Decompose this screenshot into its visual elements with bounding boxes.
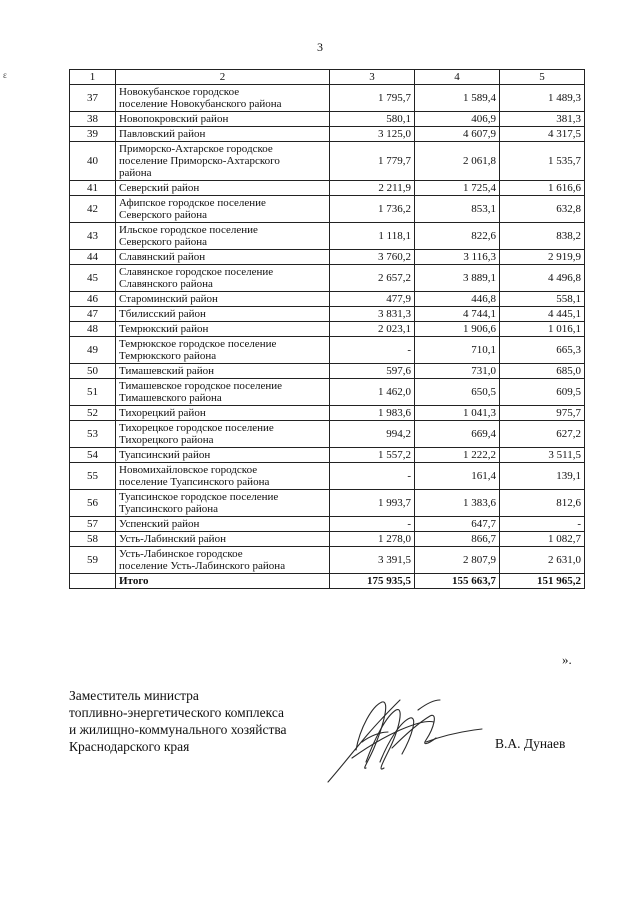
name-line: Ильское городское поселение <box>119 224 258 236</box>
municipality-name-cell <box>116 532 330 547</box>
municipality-name-cell <box>116 364 330 379</box>
total-row <box>70 574 585 589</box>
municipality-name-cell <box>116 250 330 265</box>
row-number-cell: 43 <box>70 223 116 250</box>
value-col3-cell: 3 125,0 <box>330 127 415 142</box>
name-line: Славянского района <box>119 278 213 290</box>
municipality-name-cell <box>116 406 330 421</box>
table-row <box>70 250 585 265</box>
municipality-name-cell <box>116 85 330 112</box>
name-line: Новопокровский район <box>119 113 229 125</box>
name-line: Новокубанское городское <box>119 86 240 98</box>
value-col5-cell: 609,5 <box>500 379 585 406</box>
row-number-cell: 40 <box>70 142 116 181</box>
value-col3-cell: 3 831,3 <box>330 307 415 322</box>
table-row <box>70 448 585 463</box>
signer-name: В.А. Дунаев <box>495 736 566 751</box>
row-number-cell: 52 <box>70 406 116 421</box>
table-row <box>70 112 585 127</box>
value-col3-cell: 3 760,2 <box>330 250 415 265</box>
value-col5-cell: - <box>500 517 585 532</box>
value-col4-cell: 853,1 <box>415 196 500 223</box>
municipality-name-cell <box>116 421 330 448</box>
table-row <box>70 85 585 112</box>
name-line: Новомихайловское городское <box>119 464 258 476</box>
row-number-cell: 37 <box>70 85 116 112</box>
value-col4-cell: 669,4 <box>415 421 500 448</box>
value-col3-cell: 1 736,2 <box>330 196 415 223</box>
municipality-name-cell <box>116 322 330 337</box>
table-row <box>70 196 585 223</box>
name-line: Тбилисский район <box>119 308 206 320</box>
name-line: Славянское городское поселение <box>119 266 274 278</box>
table-row <box>70 322 585 337</box>
value-col4-cell: 1 725,4 <box>415 181 500 196</box>
value-col3-cell: 1 983,6 <box>330 406 415 421</box>
header-cell: 5 <box>500 70 585 85</box>
row-number-cell: 48 <box>70 322 116 337</box>
row-number-cell: 41 <box>70 181 116 196</box>
value-col4-cell: 406,9 <box>415 112 500 127</box>
table-row <box>70 364 585 379</box>
value-col4-cell: 1 041,3 <box>415 406 500 421</box>
name-line: поселение Усть-Лабинского района <box>119 560 286 572</box>
table-row <box>70 421 585 448</box>
header-cell: 1 <box>70 70 116 85</box>
table-row <box>70 181 585 196</box>
value-col5-cell: 3 511,5 <box>500 448 585 463</box>
value-col3-cell: - <box>330 517 415 532</box>
value-col5-cell: 812,6 <box>500 490 585 517</box>
table-row <box>70 547 585 574</box>
name-line: Афипское городское поселение <box>119 197 266 209</box>
row-number-cell: 45 <box>70 265 116 292</box>
name-line: Туапсинское городское поселение <box>119 491 279 503</box>
table-row <box>70 490 585 517</box>
value-col3-cell: 2 211,9 <box>330 181 415 196</box>
header-cell: 4 <box>415 70 500 85</box>
table-row <box>70 379 585 406</box>
value-col3-cell: 1 993,7 <box>330 490 415 517</box>
value-col4-cell: 1 383,6 <box>415 490 500 517</box>
municipality-name-cell <box>116 292 330 307</box>
value-col5-cell: 4 445,1 <box>500 307 585 322</box>
value-col3-cell: 1 779,7 <box>330 142 415 181</box>
value-col4-cell: 4 744,1 <box>415 307 500 322</box>
value-col3-cell: 2 023,1 <box>330 322 415 337</box>
table-body <box>70 70 585 589</box>
value-col5-cell: 1 535,7 <box>500 142 585 181</box>
table-row <box>70 127 585 142</box>
row-number-cell: 58 <box>70 532 116 547</box>
table-row <box>70 337 585 364</box>
table-row <box>70 142 585 181</box>
row-number-cell: 38 <box>70 112 116 127</box>
name-line: Северского района <box>119 236 208 248</box>
name-line: Северского района <box>119 209 208 221</box>
value-col4-cell: 1 906,6 <box>415 322 500 337</box>
municipality-name-cell <box>116 448 330 463</box>
value-col4-cell: 446,8 <box>415 292 500 307</box>
total-label-cell: Итого <box>116 574 330 589</box>
value-col5-cell: 1 616,6 <box>500 181 585 196</box>
table-row <box>70 532 585 547</box>
table-row <box>70 517 585 532</box>
total-col4-cell: 155 663,7 <box>415 574 500 589</box>
municipality-name-cell <box>116 196 330 223</box>
municipality-name-cell <box>116 337 330 364</box>
signature-block <box>69 687 287 755</box>
name-line: Тихорецкого района <box>119 434 214 446</box>
value-col4-cell: 710,1 <box>415 337 500 364</box>
signatory-title-line: Заместитель министра <box>69 688 199 703</box>
name-line: района <box>119 167 152 179</box>
name-line: поселение Приморско-Ахтарского <box>119 155 280 167</box>
margin-mark: ɛ <box>3 70 7 80</box>
row-number-cell: 54 <box>70 448 116 463</box>
value-col5-cell: 627,2 <box>500 421 585 448</box>
municipality-name-cell <box>116 490 330 517</box>
value-col3-cell: 994,2 <box>330 421 415 448</box>
value-col5-cell: 1 489,3 <box>500 85 585 112</box>
name-line: поселение Новокубанского района <box>119 98 282 110</box>
municipality-name-cell <box>116 307 330 322</box>
value-col5-cell: 2 631,0 <box>500 547 585 574</box>
data-table <box>69 69 585 589</box>
value-col4-cell: 4 607,9 <box>415 127 500 142</box>
row-number-cell: 47 <box>70 307 116 322</box>
row-number-cell: 55 <box>70 463 116 490</box>
value-col4-cell: 647,7 <box>415 517 500 532</box>
value-col3-cell: 3 391,5 <box>330 547 415 574</box>
value-col3-cell: - <box>330 337 415 364</box>
name-line: Усть-Лабинское городское <box>119 548 243 560</box>
name-line: Тимашевское городское поселение <box>119 380 283 392</box>
municipality-name-cell <box>116 142 330 181</box>
signatory-title-line: и жилищно-коммунального хозяйства <box>69 722 287 737</box>
value-col3-cell: 1 462,0 <box>330 379 415 406</box>
value-col5-cell: 4 496,8 <box>500 265 585 292</box>
table-row <box>70 307 585 322</box>
municipality-name-cell <box>116 181 330 196</box>
value-col5-cell: 632,8 <box>500 196 585 223</box>
value-col4-cell: 731,0 <box>415 364 500 379</box>
signatory-title-line: топливно-энергетического комплекса <box>69 705 285 720</box>
row-number-cell: 53 <box>70 421 116 448</box>
name-line: Тихорецкое городское поселение <box>119 422 274 434</box>
table-row <box>70 223 585 250</box>
name-line: поселение Туапсинского района <box>119 476 270 488</box>
value-col3-cell: 1 278,0 <box>330 532 415 547</box>
total-col5-cell: 151 965,2 <box>500 574 585 589</box>
name-line: Тимашевского района <box>119 392 222 404</box>
name-line: Туапсинского района <box>119 503 218 515</box>
row-number-cell: 59 <box>70 547 116 574</box>
row-number-cell: 51 <box>70 379 116 406</box>
row-number-cell: 39 <box>70 127 116 142</box>
value-col5-cell: 2 919,9 <box>500 250 585 265</box>
value-col5-cell: 558,1 <box>500 292 585 307</box>
name-line: Темрюкский район <box>119 323 209 335</box>
value-col5-cell: 1 016,1 <box>500 322 585 337</box>
value-col5-cell: 381,3 <box>500 112 585 127</box>
header-cell: 3 <box>330 70 415 85</box>
value-col4-cell: 822,6 <box>415 223 500 250</box>
value-col5-cell: 1 082,7 <box>500 532 585 547</box>
handwritten-signature <box>322 688 492 788</box>
table-row <box>70 406 585 421</box>
value-col4-cell: 2 061,8 <box>415 142 500 181</box>
value-col3-cell: 597,6 <box>330 364 415 379</box>
signatory-title-line: Краснодарского края <box>69 739 190 754</box>
value-col3-cell: 1 557,2 <box>330 448 415 463</box>
value-col4-cell: 2 807,9 <box>415 547 500 574</box>
value-col3-cell: 2 657,2 <box>330 265 415 292</box>
name-line: Северский район <box>119 182 200 194</box>
name-line: Павловский район <box>119 128 206 140</box>
value-col3-cell: 1 118,1 <box>330 223 415 250</box>
value-col4-cell: 3 889,1 <box>415 265 500 292</box>
value-col5-cell: 685,0 <box>500 364 585 379</box>
table-row <box>70 463 585 490</box>
value-col5-cell: 4 317,5 <box>500 127 585 142</box>
municipality-name-cell <box>116 379 330 406</box>
value-col4-cell: 866,7 <box>415 532 500 547</box>
value-col5-cell: 139,1 <box>500 463 585 490</box>
page-number: 3 <box>317 40 323 54</box>
row-number-cell: 42 <box>70 196 116 223</box>
municipality-name-cell <box>116 127 330 142</box>
value-col3-cell: 1 795,7 <box>330 85 415 112</box>
municipality-name-cell <box>116 547 330 574</box>
value-col4-cell: 1 589,4 <box>415 85 500 112</box>
name-line: Славянский район <box>119 251 206 263</box>
municipality-name-cell <box>116 265 330 292</box>
row-number-cell: 56 <box>70 490 116 517</box>
value-col5-cell: 838,2 <box>500 223 585 250</box>
municipality-name-cell <box>116 112 330 127</box>
municipality-name-cell <box>116 223 330 250</box>
name-line: Темрюкского района <box>119 350 217 362</box>
name-line: Успенский район <box>119 518 200 530</box>
row-number-cell: 44 <box>70 250 116 265</box>
name-line: Приморско-Ахтарское городское <box>119 143 273 155</box>
total-col3-cell: 175 935,5 <box>330 574 415 589</box>
row-number-cell: 50 <box>70 364 116 379</box>
value-col3-cell: 477,9 <box>330 292 415 307</box>
row-number-cell: 46 <box>70 292 116 307</box>
closing-quote: ». <box>562 652 572 667</box>
row-number-cell: 57 <box>70 517 116 532</box>
table-row <box>70 292 585 307</box>
header-cell: 2 <box>116 70 330 85</box>
value-col3-cell: 580,1 <box>330 112 415 127</box>
value-col4-cell: 3 116,3 <box>415 250 500 265</box>
name-line: Туапсинский район <box>119 449 211 461</box>
name-line: Тимашевский район <box>119 365 214 377</box>
name-line: Староминский район <box>119 293 218 305</box>
value-col4-cell: 650,5 <box>415 379 500 406</box>
row-number-cell: 49 <box>70 337 116 364</box>
value-col5-cell: 665,3 <box>500 337 585 364</box>
name-line: Темрюкское городское поселение <box>119 338 277 350</box>
value-col4-cell: 1 222,2 <box>415 448 500 463</box>
municipality-name-cell <box>116 517 330 532</box>
total-empty-cell <box>70 574 116 589</box>
municipality-name-cell <box>116 463 330 490</box>
table-row <box>70 265 585 292</box>
value-col5-cell: 975,7 <box>500 406 585 421</box>
name-line: Тихорецкий район <box>119 407 206 419</box>
value-col3-cell: - <box>330 463 415 490</box>
header-row <box>70 70 585 85</box>
name-line: Усть-Лабинский район <box>119 533 226 545</box>
value-col4-cell: 161,4 <box>415 463 500 490</box>
